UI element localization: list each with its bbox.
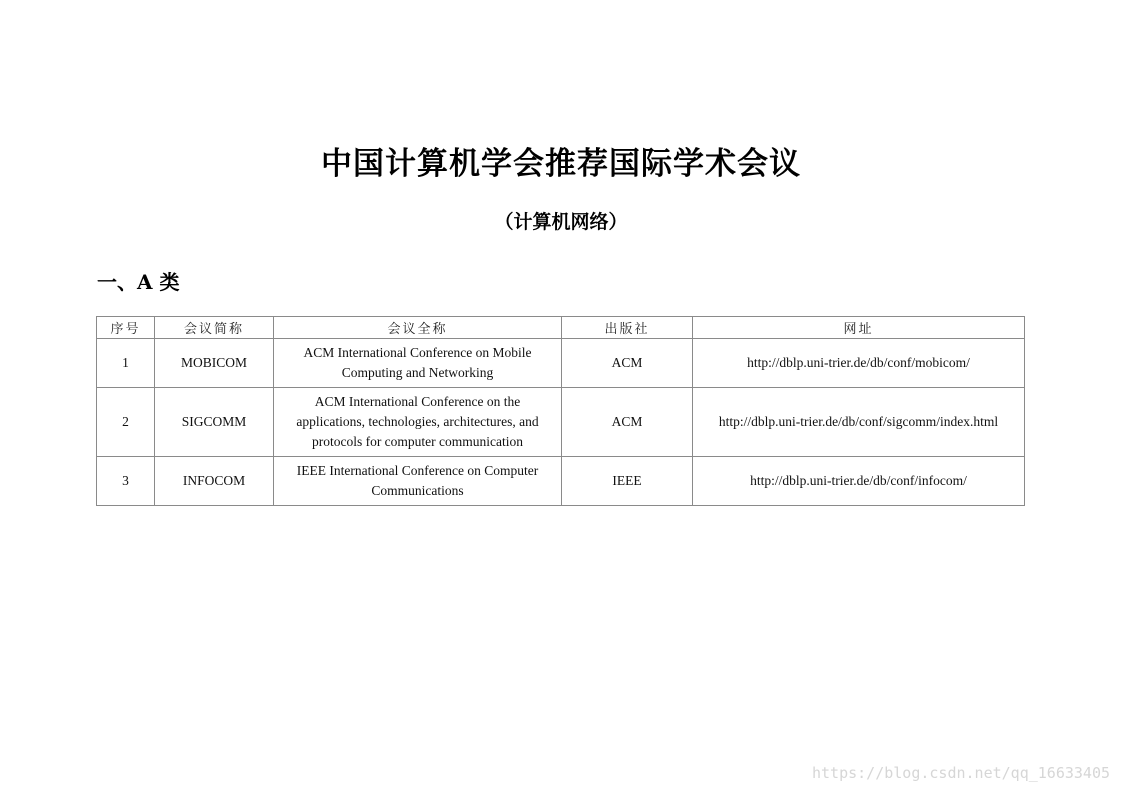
document-subtitle: （计算机网络）	[494, 211, 628, 233]
table-row	[97, 339, 1025, 388]
cell-no: 2	[97, 388, 155, 457]
cell-abbr: SIGCOMM	[155, 388, 274, 457]
watermark-text: https://blog.csdn.net/qq_16633405	[811, 764, 1110, 782]
table-row	[97, 388, 1025, 457]
cell-no: 3	[97, 457, 155, 506]
table-header-row	[97, 317, 1025, 339]
header-no: 序号	[97, 317, 155, 339]
cell-full-name: ACM International Conference on the applications, technologies, architectures, and protocols for computer communication	[274, 388, 562, 457]
cell-full-name: IEEE International Conference on Computer Communications	[274, 457, 562, 506]
document-title: 中国计算机学会推荐国际学术会议	[321, 146, 801, 182]
header-url: 网址	[693, 317, 1025, 339]
header-full-name: 会议全称	[274, 317, 562, 339]
header-abbr: 会议简称	[155, 317, 274, 339]
cell-full-name: ACM International Conference on Mobile Computing and Networking	[274, 339, 562, 388]
cell-publisher: ACM	[562, 339, 693, 388]
cell-abbr: INFOCOM	[155, 457, 274, 506]
conference-table	[96, 316, 1025, 506]
cell-url: http://dblp.uni-trier.de/db/conf/mobicom/	[693, 339, 1025, 388]
cell-no: 1	[97, 339, 155, 388]
cell-url: http://dblp.uni-trier.de/db/conf/infocom/	[693, 457, 1025, 506]
table-row	[97, 457, 1025, 506]
cell-url: http://dblp.uni-trier.de/db/conf/sigcomm/index.html	[693, 388, 1025, 457]
cell-publisher: ACM	[562, 388, 693, 457]
cell-abbr: MOBICOM	[155, 339, 274, 388]
header-publisher: 出版社	[562, 317, 693, 339]
cell-publisher: IEEE	[562, 457, 693, 506]
section-heading-a: 一、A 类	[97, 270, 180, 294]
